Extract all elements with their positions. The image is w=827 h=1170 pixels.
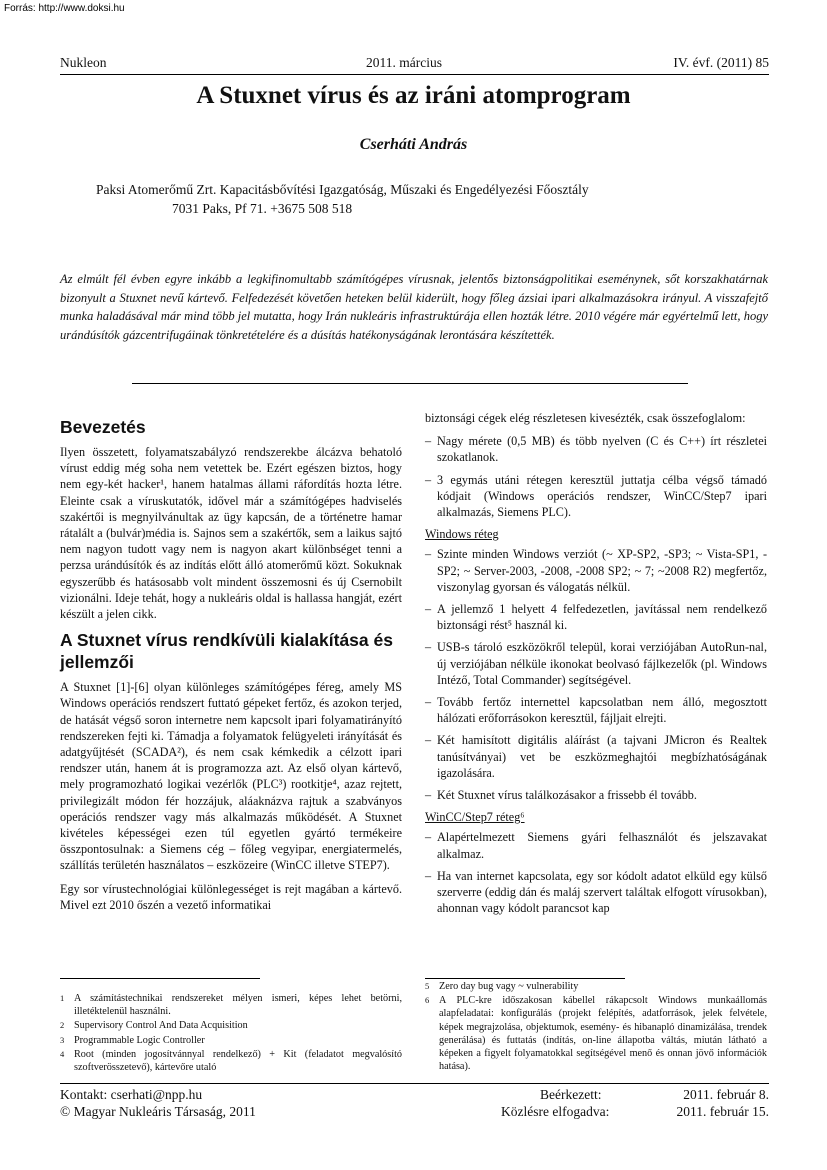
source-url: Forrás: http://www.doksi.hu [4,3,125,14]
list-item: – Nagy mérete (0,5 MB) és több nyelven (C és C++) írt részletei szokatlanok. [425,433,767,465]
received-date: 2011. február 8. [683,1087,769,1102]
abstract-rule [132,383,688,384]
header-rule [60,74,769,75]
list-item: – Alapértelmezett Siemens gyári felhasználót és jelszavakat alkalmaz. [425,829,767,861]
list-item: – Ha van internet kapcsolata, egy sor kódolt adatot elküld egy külső szerverre (eddig dán és maláj szervert találtak elfogott vírusokban), ahonnan vagy kódolt parancsot kap [425,868,767,917]
footnote: 2 Supervisory Control And Data Acquisition [60,1020,248,1032]
footnotes-right [425,980,767,1074]
footnote: 3 Programmable Logic Controller [60,1034,205,1046]
list-item: – A jellemző 1 helyett 4 felfedezetlen, javítással nem rendelkező biztonsági rést⁵ használ ki. [425,601,767,633]
footnote: 5 Zero day bug vagy ~ vulnerability [425,981,579,992]
footnote: 6 A PLC-kre időszakosan kábellel rákapcsolt Windows munkaállomás alapfeladatai: konfigurálás (projekt felépítés, adatforrások, jelek felvétele, képek megrajzolása, objektumok, esemény- és hibanapló dinamizálása, trendek generálása) és futtatás (indítás, on-line állapotba váltás, miután látható a képeken a figyelt folyamatokkal segítségével menő és onnan jövő információk hatása). [425,995,767,1073]
paper-title: A Stuxnet vírus és az iráni atomprogram [196,82,631,109]
abstract: Az elmúlt fél évben egyre inkább a legkifinomultabb számítógépes vírusnak, jelentős biztonságpolitikai eseménynek, sőt korszakhatárnak bizonyult a Stuxnet nevű kártevő. Felfedezését követően heteken belül kiderült, hogy főleg ázsiai ipari alkalmazásokra irányul. A visszafejtő munka haladásával már mind több jel mutatta, hogy Irán nukleáris infrastruktúrája ellen hozták létre. 2010 végére már egyértelmű lett, hogy urándúsítók gázcentrifugáinak tönkretételére és a dúsítás hatékonyságának lerontására készítették. [60,272,768,342]
copyright: © Magyar Nukleáris Társaság, 2011 [60,1104,256,1119]
received-label: Beérkezett: [540,1087,602,1102]
accepted-label: Közlésre elfogadva: [501,1104,610,1119]
windows-list [425,546,767,803]
affiliation [96,180,589,218]
wincc-list [425,829,767,916]
footnotes-left [60,992,402,1075]
left-column [60,410,402,920]
paragraph: Ilyen összetett, folyamatszabályzó rendszerekbe álcázva behatoló vírust eddig még soha nem vetettek be. Ezért egészen biztos, hogy nem egy-két hacker¹, hanem hatalmas állami ráfordítás hozta létre. Eleinte csak a víruskutatók, idővel már a számítógépes hadviselés szakértői is megnyilvánultak az ügy kapcsán, de a történetre hamar rátalált a (bulvár)média is. Sajnos sem a szakértők, sem a laikus sajtó nem nagyon tudott vagy nem is nagyon akart különbséget tenni a perzsa urándúsítók és az indítás előtt álló atomerőmű közt. Sokuknak egyszerűbb és hatásosabb volt mindent összemosni és új Csernobilt vizionálni. Ideje tehát, hogy a nukleáris oldal is hallassa hangját, ezért készült a jelen cikk. [60,445,402,622]
right-column [425,410,767,922]
affiliation-line-1: Paksi Atomerőmű Zrt. Kapacitásbővítési Igazgatóság, Műszaki és Engedélyezési Főosztály [96,182,589,197]
footer-rule [60,1083,769,1084]
paragraph: A Stuxnet [1]-[6] olyan különleges számítógépes féreg, amely MS Windows operációs rendszert futtató gépeket fertőz, és azokon terjed, de hatását végső soron internetre nem kapcsolt ipari folyamatirányító rendszereken fejti ki. Támadja a folyamatok felügyeleti irányítását és adatgyűjtését (SCADA²), és nem csak kémkedik a célzott ipari rendszer után, hanem át is programozza azt. Az első olyan kártevő, mely programozható logikai vezérlők (PLC³) rootkitje⁴, azaz rejtett, privilegizált módon fér hozzájuk, aláaknázva rajtuk a szabványos operációs rendszer vagy más alkalmazás működését. A Stuxnet kivételes képességei ezen túl egyetlen gyártó termékeire összpontosulnak: a Siemens cég – főleg vegyipar, energiatermelés, szállítás területén használatos – eszközeire (WinCC illetve STEP7). [60,680,402,873]
footnote: 1 A számítástechnikai rendszereket mélyen ismeri, képes lehet betörni, illetéktelenül használni. [60,993,402,1018]
section-heading-stuxnet: A Stuxnet vírus rendkívüli kialakítása és jellemzői [60,630,393,673]
journal-name: Nukleon [60,55,107,70]
subheading-windows: Windows réteg [425,527,499,542]
list-item: – 3 egymás utáni rétegen keresztül juttatja célba végső támadó kódjait (Windows operációs rendszer, WinCC/Step7 ipari alkalmazás, Siemens PLC). [425,472,767,521]
subheading-wincc: WinCC/Step7 réteg⁶ [425,810,525,825]
section-heading-intro: Bevezetés [60,417,146,437]
list-item: – Tovább fertőz internettel kapcsolatban nem álló, megosztott hálózati erőforrásokon keresztül, fájljait elrejti. [425,694,767,726]
issue-date: 2011. március [366,55,442,70]
paragraph: Egy sor vírustechnológiai különlegességet is rejt magában a kártevő. Mivel ezt 2010 őszén a vezető informatikai [60,881,402,912]
footnote: 4 Root (minden jogosítvánnyal rendelkező) + Kit (feladatot megvalósító szoftverösszetevő), kártevőre utaló [60,1048,402,1074]
feature-list [425,433,767,520]
contact-email: Kontakt: cserhati@npp.hu [60,1087,203,1102]
running-header [60,55,769,72]
list-item: – Két hamisított digitális aláírást (a tajvani JMicron és Realtek tanúsítványai) vet be eszközmeghajtói megbízhatóságának igazolására. [425,732,767,781]
affiliation-line-2: 7031 Paks, Pf 71. +3675 508 518 [172,201,353,216]
paragraph: biztonsági cégek elég részletesen kivesézték, csak összefoglalom: [425,411,746,425]
author-name: Cserháti András [359,136,468,153]
accepted-date: 2011. február 15. [676,1104,769,1119]
footnote-rule-right [425,978,625,979]
list-item: – USB-s tároló eszközökről települ, korai verziójában AutoRun-nal, új verziójában nélküle ikonokat beolvasó fájlkezelők (pl. Windows Intéző, Total Commander) segítségével. [425,639,767,688]
list-item: – Szinte minden Windows verziót (~ XP-SP2, -SP3; ~ Vista-SP1, -SP2; ~ Server-2003, -2008, -2008 SP2; ~ 7; ~2008 R2) megfertőz, viszonylag gyorsan és válogatás nélkül. [425,546,767,595]
list-item: – Két Stuxnet vírus találkozásakor a frissebb él tovább. [425,787,767,803]
volume-page: IV. évf. (2011) 85 [673,55,769,70]
footnote-rule-left [60,978,260,979]
